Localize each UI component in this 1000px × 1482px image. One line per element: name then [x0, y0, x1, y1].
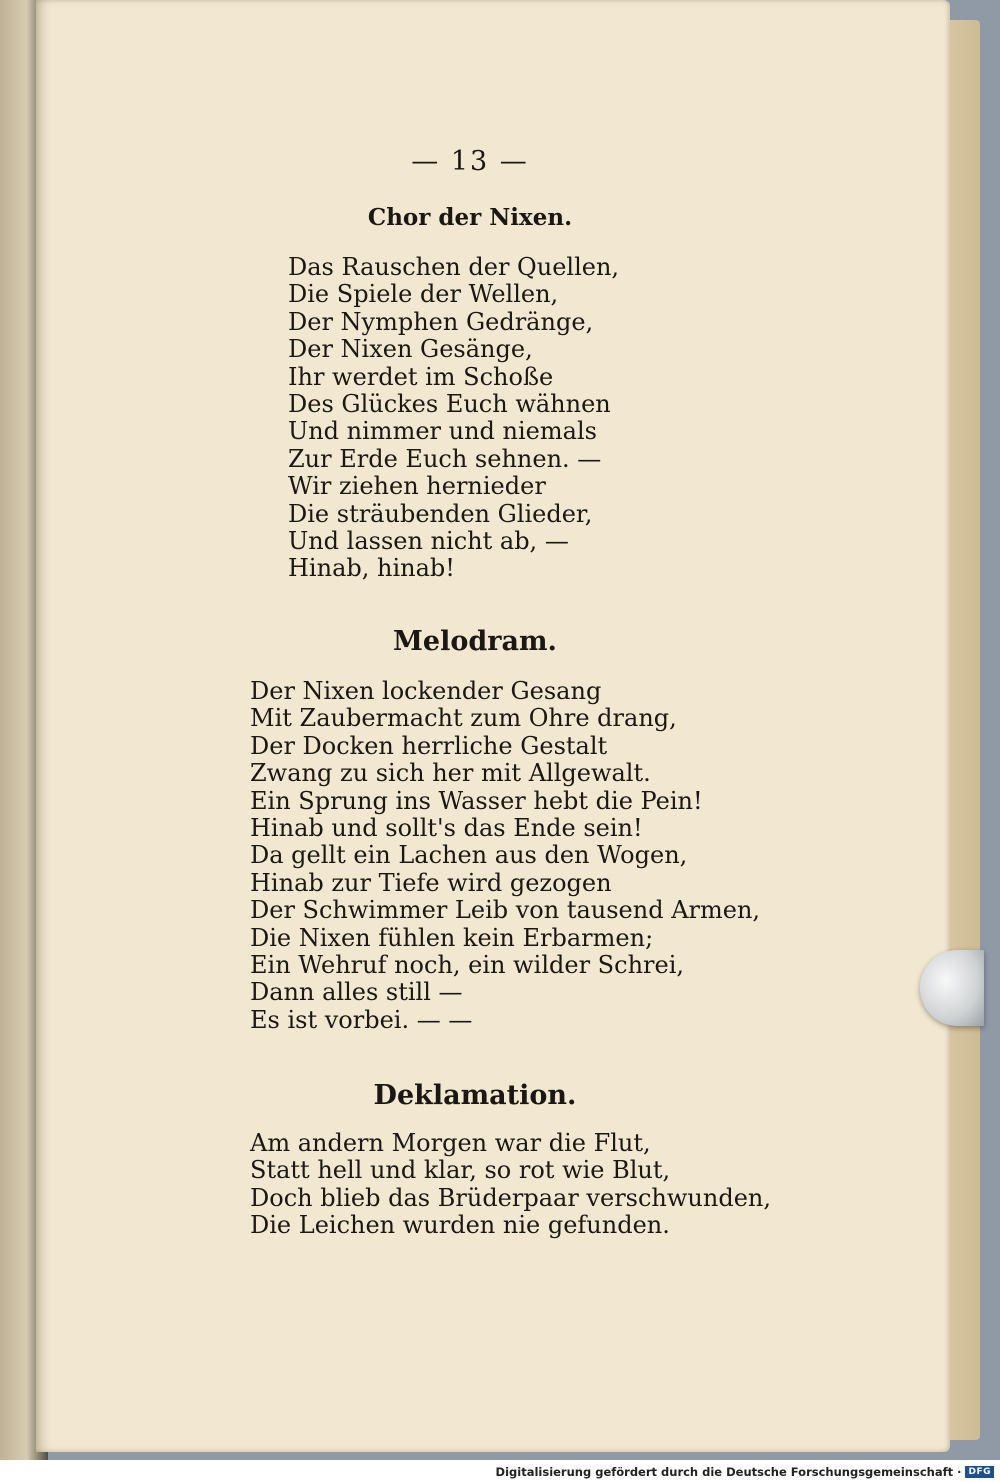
- verse-line: Wir ziehen hernieder: [288, 472, 546, 501]
- page-number: — 13 —: [411, 146, 529, 177]
- verse-line: Der Nymphen Gedränge,: [288, 307, 594, 336]
- verse-line: Hinab, hinab!: [288, 554, 455, 583]
- verse-line: Zwang zu sich her mit Allgewalt.: [250, 759, 651, 788]
- verse-line: Und lassen nicht ab, —: [288, 527, 569, 556]
- verse-line: Ein Sprung ins Wasser hebt die Pein!: [250, 786, 703, 815]
- verse-line: Der Nixen Gesänge,: [288, 335, 533, 364]
- verse-line: Mit Zaubermacht zum Ohre drang,: [250, 704, 677, 733]
- verse-line: Hinab zur Tiefe wird gezogen: [250, 868, 612, 897]
- verse-line: Da gellt ein Lachen aus den Wogen,: [250, 841, 688, 870]
- verse-line: Dann alles still —: [250, 978, 463, 1007]
- verse-line: Und nimmer und niemals: [288, 417, 597, 446]
- verse-line: Es ist vorbei. — —: [250, 1005, 473, 1034]
- verse-line: Die Leichen wurden nie gefunden.: [250, 1211, 670, 1240]
- verse-line: Ein Wehruf noch, ein wilder Schrei,: [250, 951, 685, 980]
- dfg-logo: DFG: [965, 1466, 994, 1478]
- stanza-chor: [288, 254, 619, 583]
- verse-line: Der Schwimmer Leib von tausend Armen,: [250, 896, 761, 925]
- verse-line: Statt hell und klar, so rot wie Blut,: [250, 1156, 671, 1185]
- section-heading-deklamation: Deklamation.: [373, 1080, 577, 1111]
- section-heading-chor: Chor der Nixen.: [367, 204, 573, 231]
- verse-line: Die Nixen fühlen kein Erbarmen;: [250, 923, 654, 952]
- digitization-credit: [496, 1463, 994, 1480]
- stanza-melodram: [250, 678, 760, 1034]
- verse-line: Das Rauschen der Quellen,: [288, 253, 620, 281]
- verse-line: Ihr werdet im Schoße: [288, 362, 554, 391]
- verse-line: Der Nixen lockender Gesang: [250, 677, 602, 705]
- stanza-deklamation: [250, 1130, 771, 1240]
- verse-line: Die Spiele der Wellen,: [288, 280, 559, 309]
- section-heading-melodram: Melodram.: [393, 626, 557, 657]
- verse-line: Der Docken herrliche Gestalt: [250, 731, 608, 760]
- verse-line: Am andern Morgen war die Flut,: [250, 1129, 651, 1157]
- verse-line: Zur Erde Euch sehnen. —: [288, 444, 602, 473]
- verse-line: Die sträubenden Glieder,: [288, 499, 593, 528]
- verse-line: Doch blieb das Brüderpaar verschwunden,: [250, 1183, 771, 1212]
- verse-line: Hinab und sollt's das Ende sein!: [250, 814, 643, 843]
- credit-text: Digitalisierung gefördert durch die Deutsche Forschungsgemeinschaft ·: [495, 1464, 962, 1479]
- verse-line: Des Glückes Euch wähnen: [288, 390, 611, 419]
